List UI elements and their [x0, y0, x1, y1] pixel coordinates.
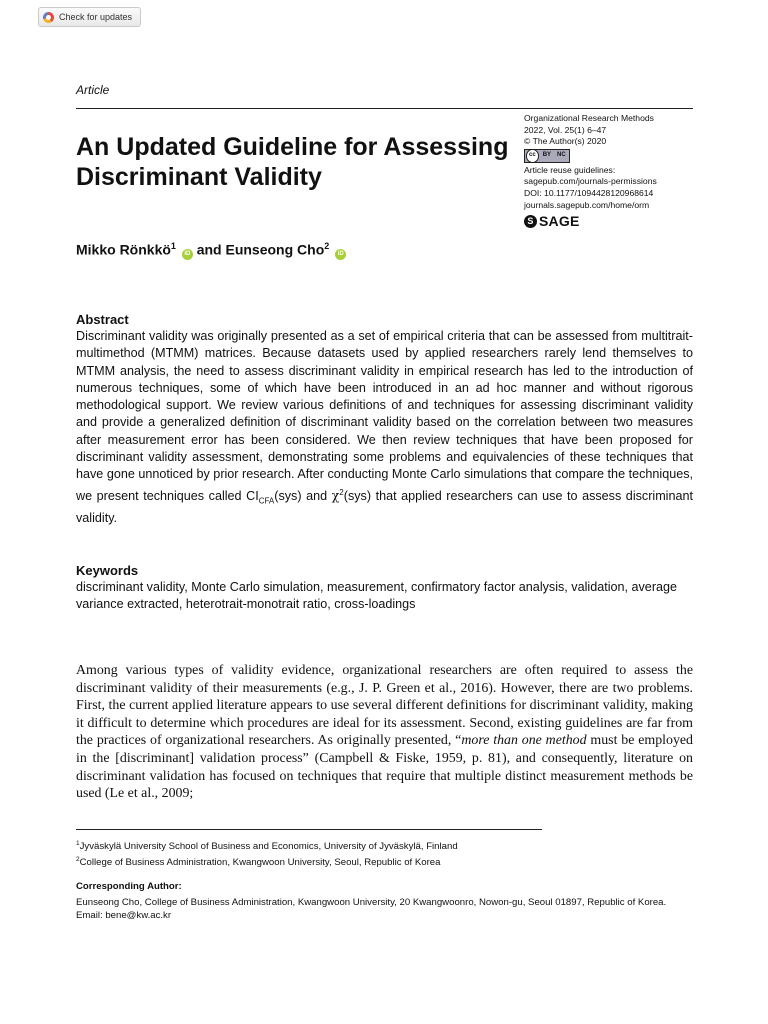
check-for-updates-button[interactable] [38, 7, 141, 27]
abstract-part: Discriminant validity was originally presented as a set of empirical criteria that can be assessed from multitrait-multimethod (MTMM) matrices. Because datasets used by applied researchers rarely lend themselves to MTMM analysis, the need to assess discriminant validity in empirical research has led to the introduction of numerous techniques, some of which have been introduced in an ad hoc manner and without rigorous methodological support. We review various definitions of and techniques for assessing discriminant validity and provide a generalized definition of discriminant validity based on the correlation between two measures after measurement error has been considered. We then review techniques that have been proposed for discriminant validity assessment, demonstrating some problems and equivalencies of these techniques that have gone unnoticed by prior research. After conducting Monte Carlo simulations that compare the techniques, we present techniques called CI [76, 329, 693, 503]
corresponding-address: Eunseong Cho, College of Business Administration, Kwangwoon University, 20 Kwangwoonro, Nowon-gu, Seoul 01897, Republic of Korea. [76, 897, 667, 908]
publisher-name: SAGE [539, 212, 580, 229]
affiliation-marker: 2 [324, 241, 330, 251]
author-name: Eunseong Cho [225, 241, 325, 258]
journal-meta [524, 113, 694, 228]
abstract-heading: Abstract [76, 312, 129, 327]
affiliation-note [76, 853, 693, 869]
orcid-icon[interactable]: iD [182, 249, 193, 260]
sage-logo-icon: S [524, 215, 537, 228]
check-for-updates-label: Check for updates [59, 12, 133, 22]
body-part: must be employed in the [discriminant] validation process” (Campbell & Fiske, 1959, p. 81), and consequently, literature on discriminant validation has focused on techniques that require that multiple distinct measurement methods be used (Le et al., 2009; [76, 733, 694, 802]
affiliation-text: Jyväskylä University School of Business and Economics, University of Jyväskylä, Finland [79, 841, 458, 853]
footnote-divider [76, 829, 542, 830]
keywords-text: discriminant validity, Monte Carlo simulation, measurement, confirmatory factor analysis, validation, average variance extracted, heterotrait-monotrait ratio, cross-loadings [76, 580, 678, 612]
permissions-link[interactable]: sagepub.com/journals-permissions [524, 176, 657, 187]
abstract-part: (sys) that applied researchers can use to assess discriminant validity. [76, 488, 693, 525]
affiliation-sup: 1 [76, 840, 80, 847]
doi-link[interactable]: DOI: 10.1177/1094428120968614 [524, 187, 654, 198]
corresponding-author-heading: Corresponding Author: [76, 881, 182, 892]
cc-license-icon[interactable] [524, 149, 570, 163]
article-type-label: Article [76, 83, 110, 97]
orcid-icon[interactable]: iD [335, 249, 346, 260]
crossmark-icon [43, 12, 54, 23]
author-name: Mikko Rönkkö [76, 241, 171, 258]
cc-badge-part: cc [526, 149, 539, 163]
publisher-logo [524, 212, 694, 229]
affiliations [76, 837, 693, 870]
corresponding-email[interactable]: Email: bene@kw.ac.kr [76, 910, 172, 922]
affiliation-text: College of Business Administration, Kwangwoon University, Seoul, Republic of Korea [79, 857, 441, 869]
affiliation-note [76, 837, 693, 853]
affiliation-sup: 2 [76, 856, 80, 864]
journal-volume: 2022, Vol. 25(1) 6–47 [524, 124, 607, 135]
journal-name: Organizational Research Methods [524, 113, 654, 123]
affiliation-marker: 1 [170, 241, 176, 251]
corresponding-author-details [76, 896, 693, 922]
cc-badge-part: BY [542, 151, 552, 158]
ci-subscript: CFA [258, 496, 275, 506]
chi-superscript: 2 [339, 487, 344, 497]
author-conjunction: and [196, 241, 222, 258]
body-italic: more than one method [461, 733, 587, 749]
header-divider [76, 108, 693, 109]
abstract-part: (sys) and [274, 488, 332, 503]
reuse-guidelines-label: Article reuse guidelines: [524, 164, 616, 175]
author-line [76, 241, 346, 260]
copyright: © The Author(s) 2020 [524, 136, 607, 147]
chi-symbol: χ [331, 487, 340, 503]
journal-home-link[interactable]: journals.sagepub.com/home/orm [524, 199, 650, 210]
body-paragraph [76, 662, 693, 803]
cc-badge-part: NC [557, 151, 566, 158]
body-part: Among various types of validity evidence, organizational researchers are often required to assess the discriminant validity of their measurements (e.g., J. P. Green et al., 2016). However, there are two problems. First, the current applied literature appears to use several different definitions for discriminant validity, making it difficult to determine which procedures are ideal for its assessment. Second, existing guidelines are far from the practices of organizational researchers. As originally presented, “ [76, 663, 693, 749]
keywords-heading: Keywords [76, 563, 139, 578]
paper-title: An Updated Guideline for Assessing Discriminant Validity [76, 133, 509, 191]
abstract-text [76, 328, 693, 527]
